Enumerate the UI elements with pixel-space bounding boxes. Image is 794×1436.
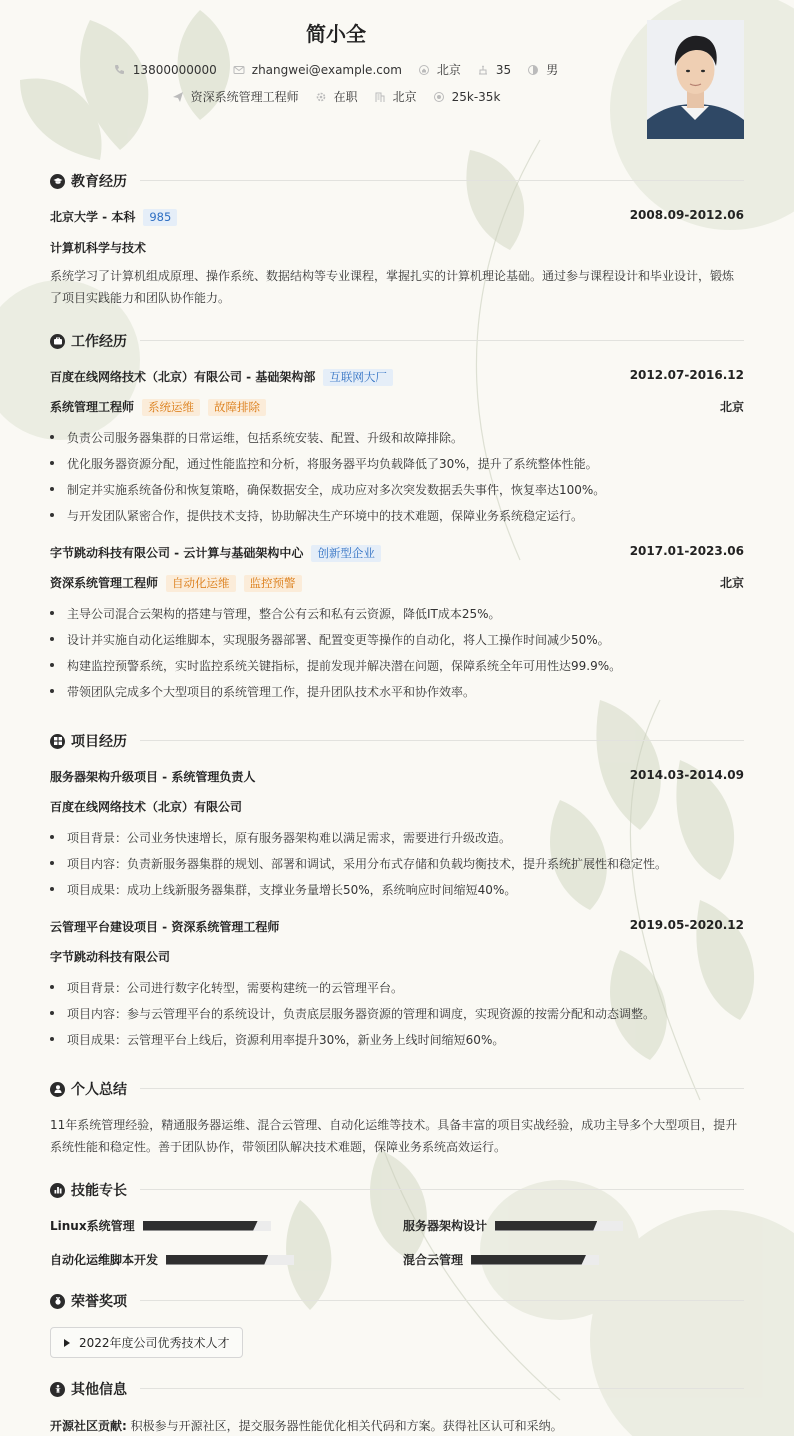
title-text: 资深系统管理工程师 — [190, 90, 299, 104]
email-item[interactable] — [233, 63, 402, 77]
awards-divider — [140, 1300, 744, 1301]
project-date: 2019.05-2020.12 — [629, 918, 744, 932]
job-company-tag: 创新型企业 — [311, 545, 381, 562]
job-company-tag: 互联网大厂 — [323, 369, 393, 386]
other-info-text: 积极参与开源社区，提交服务器性能优化相关代码和方案。获得社区认可和采纳。 — [130, 1419, 563, 1433]
bar-chart-icon — [50, 1183, 65, 1198]
job-header-row — [50, 368, 744, 386]
project-company: 百度在线网络技术（北京）有限公司 — [50, 800, 243, 814]
other-title-text: 其他信息 — [71, 1382, 127, 1398]
contact-row — [0, 61, 672, 78]
job-role: 资深系统管理工程师 — [50, 576, 159, 590]
education-divider — [140, 180, 744, 181]
summary-divider — [140, 1088, 744, 1089]
skill-bar-fill — [143, 1221, 258, 1231]
job-skill-tag: 监控预警 — [244, 575, 302, 592]
avatar-illustration — [647, 20, 744, 139]
skills-section-title — [50, 1180, 127, 1200]
job-date: 2017.01-2023.06 — [629, 544, 744, 558]
skill-bar-fill — [166, 1255, 268, 1265]
job-header-row — [50, 544, 744, 562]
email-text: zhangwei@example.com — [251, 62, 402, 77]
education-section-title — [50, 171, 127, 191]
project-header-row — [50, 918, 744, 935]
job-company: 百度在线网络技术（北京）有限公司 - 基础架构部 — [50, 370, 316, 384]
age-item — [477, 63, 511, 77]
job-city: 北京 — [719, 400, 744, 414]
medal-icon — [50, 1294, 65, 1309]
skill-bar — [143, 1221, 271, 1231]
phone-item[interactable] — [114, 63, 217, 77]
project-company: 字节跳动科技有限公司 — [50, 950, 171, 964]
building-icon — [374, 91, 386, 103]
skills-divider — [140, 1189, 744, 1190]
person-icon — [50, 1382, 65, 1397]
education-header-row — [50, 208, 744, 226]
summary-title-text: 个人总结 — [71, 1082, 127, 1098]
skill-bar — [495, 1221, 623, 1231]
salary-text: 25k-35k — [451, 89, 501, 104]
education-date: 2008.09-2012.06 — [629, 208, 744, 222]
skill-item — [50, 1251, 294, 1268]
summary-line-2: 系统性能和稳定性。善于团队协作，带领团队解决技术难题，保障业务系统高效运行。 — [50, 1140, 507, 1154]
job-skill-tag: 自动化运维 — [166, 575, 236, 592]
job-city: 北京 — [719, 576, 744, 590]
user-icon — [50, 1082, 65, 1097]
education-description — [50, 265, 744, 309]
skill-item — [403, 1217, 623, 1234]
summary-line-1: 11年系统管理经验，精通服务器运维、混合云管理、自动化运维等技术。具备丰富的项目实战经验，成功主导多个大型项目，提升 — [50, 1118, 738, 1132]
projects-divider — [140, 740, 744, 741]
skill-name: Linux系统管理 — [50, 1219, 135, 1233]
status-text: 在职 — [333, 90, 358, 104]
gender-item — [527, 61, 558, 78]
summary-section-title — [50, 1079, 127, 1099]
education-title-text: 教育经历 — [71, 174, 127, 190]
project-header-row — [50, 768, 744, 785]
school-name: 北京大学 - 本科 — [50, 210, 136, 224]
grid-icon — [50, 734, 65, 749]
skill-bar — [166, 1255, 294, 1265]
graduation-cap-icon — [50, 174, 65, 189]
city-text: 北京 — [392, 90, 417, 104]
other-info-label: 开源社区贡献: — [50, 1419, 127, 1433]
candidate-name: 简小全 — [306, 22, 366, 46]
skill-name: 服务器架构设计 — [403, 1219, 488, 1233]
email-icon — [233, 64, 245, 76]
other-section-title — [50, 1379, 127, 1399]
job-intent-row — [0, 88, 672, 105]
work-divider — [140, 340, 744, 341]
home-icon — [418, 64, 430, 76]
award-item[interactable] — [50, 1327, 243, 1358]
project-date: 2014.03-2014.09 — [629, 768, 744, 782]
education-major: 计算机科学与技术 — [50, 241, 147, 255]
briefcase-icon — [50, 334, 65, 349]
job-role: 系统管理工程师 — [50, 400, 135, 414]
phone-icon — [114, 64, 126, 76]
skill-name: 自动化运维脚本开发 — [50, 1253, 159, 1267]
skill-bar-fill — [471, 1255, 586, 1265]
other-info-row — [50, 1417, 744, 1434]
coin-icon — [433, 91, 445, 103]
awards-section-title — [50, 1291, 127, 1311]
gender-icon — [527, 64, 539, 76]
awards-title-text: 荣誉奖项 — [71, 1294, 127, 1310]
job-company: 字节跳动科技有限公司 - 云计算与基础架构中心 — [50, 546, 304, 560]
profile-photo — [647, 20, 744, 139]
skill-bar — [471, 1255, 599, 1265]
project-name: 服务器架构升级项目 - 系统管理负责人 — [50, 770, 256, 784]
gender-text: 男 — [546, 63, 559, 77]
work-title-text: 工作经历 — [71, 334, 127, 350]
job-date: 2012.07-2016.12 — [629, 368, 744, 382]
job-role-row — [50, 574, 744, 592]
project-name: 云管理平台建设项目 - 资深系统管理工程师 — [50, 920, 280, 934]
education-desc-line-2: 了项目实践能力和团队协作能力。 — [50, 291, 231, 305]
job-skill-tag: 系统运维 — [142, 399, 200, 416]
city-item — [374, 88, 417, 105]
gear-icon — [315, 91, 327, 103]
award-text: 2022年度公司优秀技术人才 — [79, 1336, 230, 1350]
job-role-row — [50, 398, 744, 416]
status-item — [315, 88, 358, 105]
phone-text: 13800000000 — [132, 62, 217, 77]
caret-right-icon — [63, 1338, 71, 1348]
age-text: 35 — [495, 62, 512, 77]
school-tag: 985 — [143, 209, 177, 226]
skill-item — [50, 1217, 271, 1234]
summary-text — [50, 1114, 744, 1158]
salary-item — [433, 90, 501, 104]
projects-section-title — [50, 731, 127, 751]
location-item — [418, 61, 461, 78]
other-divider — [140, 1388, 744, 1389]
skill-bar-fill — [495, 1221, 597, 1231]
skill-item — [403, 1251, 599, 1268]
location-text: 北京 — [436, 63, 461, 77]
education-desc-line-1: 系统学习了计算机组成原理、操作系统、数据结构等专业课程，掌握扎实的计算机理论基础。通过参与课程设计和毕业设计，锻炼 — [50, 269, 735, 283]
title-item — [172, 88, 299, 105]
skill-name: 混合云管理 — [403, 1253, 464, 1267]
work-section-title — [50, 331, 127, 351]
send-icon — [172, 91, 184, 103]
job-skill-tag: 故障排除 — [208, 399, 266, 416]
projects-title-text: 项目经历 — [71, 734, 127, 750]
cake-icon — [477, 64, 489, 76]
skills-title-text: 技能专长 — [71, 1183, 127, 1199]
